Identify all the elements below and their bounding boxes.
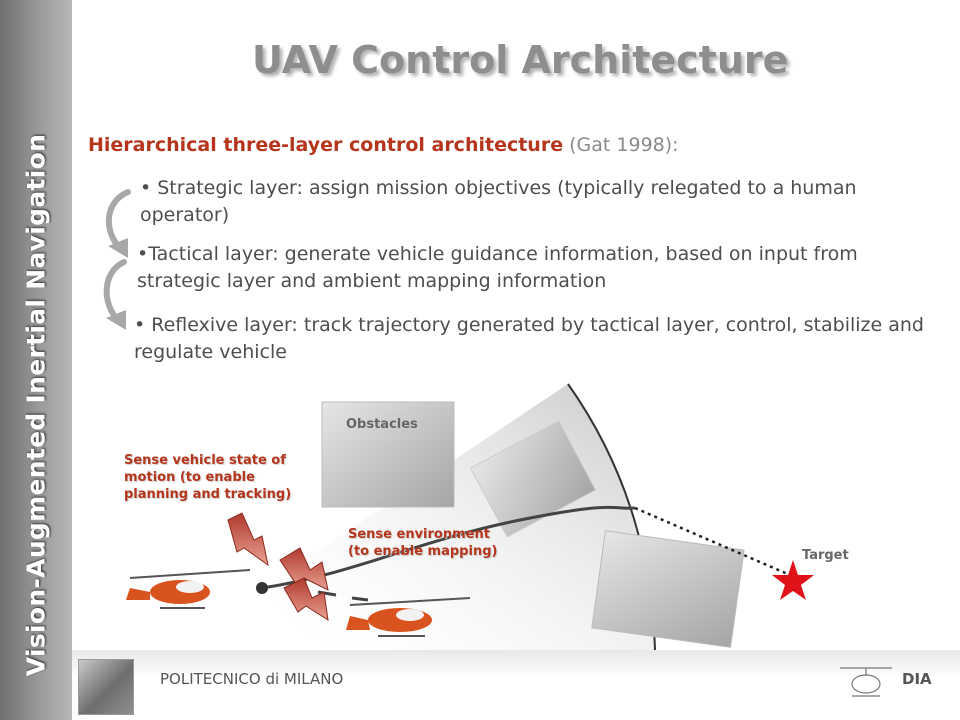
bullet-strategic: • Strategic layer: assign mission objectives (typically relegated to a human operator)	[140, 177, 857, 226]
heading-citation: (Gat 1998):	[563, 134, 679, 156]
dia-logo-icon	[840, 668, 892, 696]
slide-title: UAV Control Architecture	[252, 38, 789, 82]
obstacles-label: Obstacles	[346, 417, 418, 432]
sidebar-title: Vision-Augmented Inertial Navigation	[21, 133, 51, 677]
bullet-reflexive: • Reflexive layer: track trajectory generated by tactical layer, control, stabilize and regulate vehicle	[134, 314, 924, 363]
sense-state-line: motion (to enable	[124, 470, 255, 485]
heading-emphasis: Hierarchical three-layer control architecture	[88, 134, 564, 156]
sense-state-line: Sense vehicle state of	[124, 453, 286, 468]
footer-department: DIA	[902, 670, 932, 688]
sense-state-line: planning and tracking)	[124, 487, 292, 502]
bullet-tactical: •Tactical layer: generate vehicle guidance information, based on input from strategic layer and ambient mapping information	[137, 243, 858, 292]
target-label: Target	[802, 548, 849, 563]
sense-env-line: (to enable mapping)	[348, 544, 498, 559]
footer-institution: POLITECNICO di MILANO	[160, 670, 344, 688]
sense-env-line: Sense environment	[348, 527, 490, 542]
